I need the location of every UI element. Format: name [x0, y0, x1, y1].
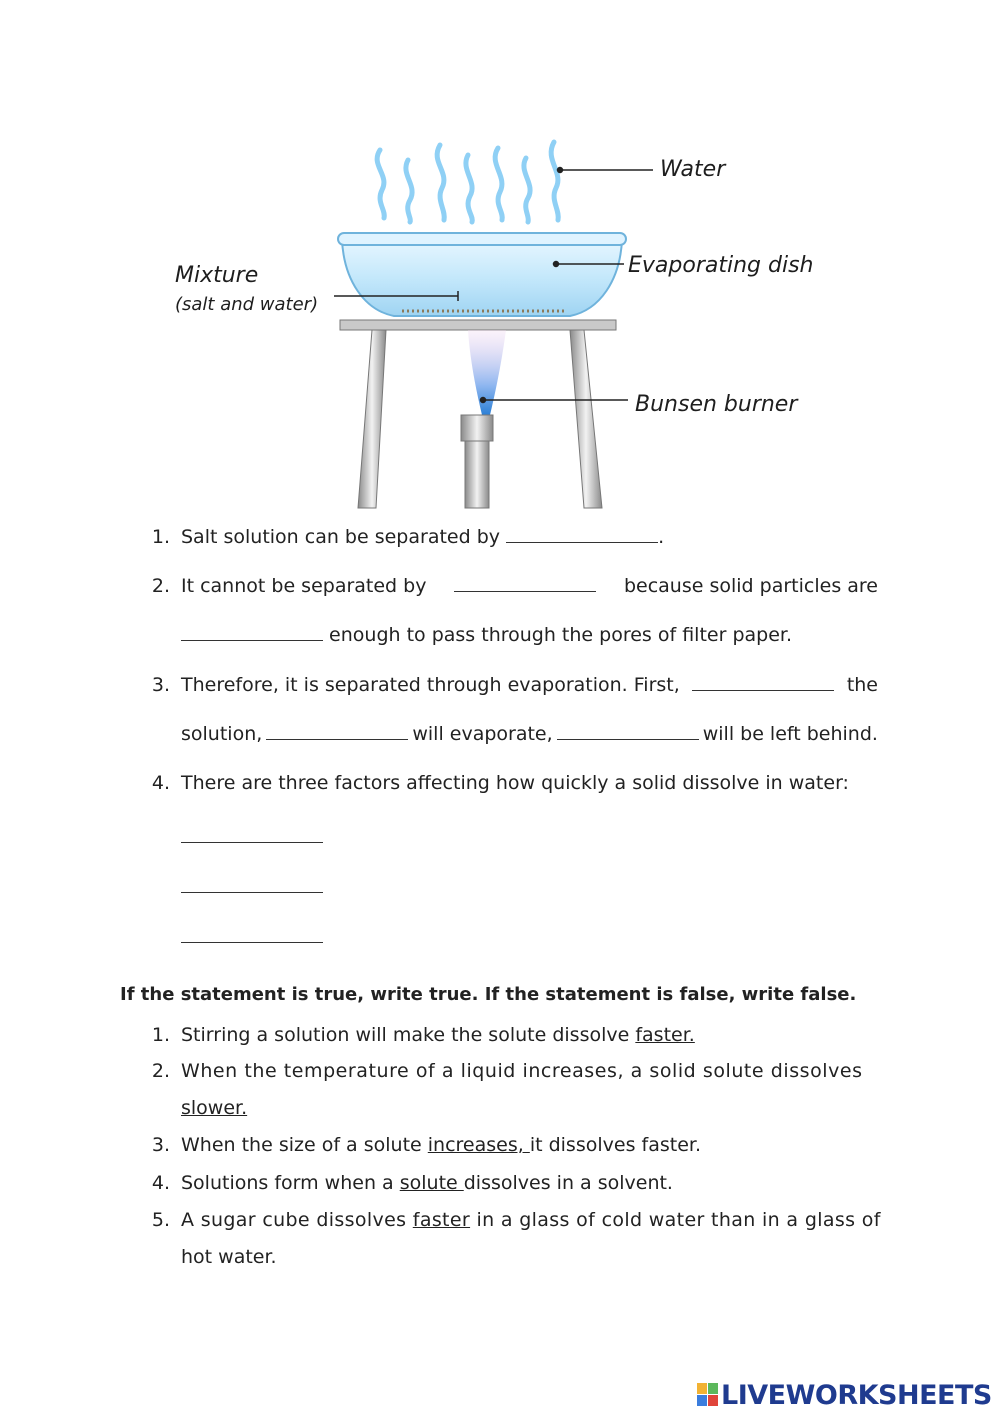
question-text: solution, [181, 723, 263, 745]
question-4: There are three factors affecting how quickly a solid dissolve in water: [181, 772, 849, 794]
question-text: will be left behind. [702, 723, 878, 745]
question-number: 1. [151, 526, 170, 548]
answer-blank[interactable] [181, 942, 323, 943]
answer-blank[interactable] [454, 575, 596, 592]
statement-text: dissolves in a solvent. [463, 1172, 673, 1194]
statement-number: 1. [151, 1024, 170, 1046]
answer-blank[interactable] [181, 892, 323, 893]
statement-5-line-1 [181, 1209, 881, 1231]
underlined-word: slower. [181, 1097, 248, 1119]
underlined-word: increases, [427, 1134, 530, 1156]
statement-2-line-1: When the temperature of a liquid increases, a solid solute dissolves [181, 1060, 863, 1082]
liveworksheets-logo [697, 1378, 992, 1412]
statement-1 [181, 1024, 878, 1046]
question-text: It cannot be separated by [181, 575, 427, 597]
question-text: Therefore, it is separated through evaporation. First, [181, 674, 680, 696]
question-number: 4. [151, 772, 170, 794]
section-instruction: If the statement is true, write true. If the statement is false, write false. [120, 984, 857, 1005]
answer-blank[interactable] [266, 723, 408, 740]
mixture-detail-label: (salt and water) [175, 294, 319, 315]
bunsen-burner-body [461, 415, 493, 508]
brand-text: LIVEWORKSHEETS [721, 1379, 992, 1411]
answer-blank[interactable] [181, 624, 323, 641]
question-number: 2. [151, 575, 170, 597]
statement-number: 2. [151, 1060, 170, 1082]
liveworksheets-icon [697, 1383, 719, 1407]
statement-text: Stirring a solution will make the solute dissolve [181, 1024, 636, 1046]
underlined-word: faster [412, 1209, 471, 1231]
evaporating-dish-label: Evaporating dish [628, 253, 814, 278]
statement-4 [181, 1172, 878, 1194]
question-3-line-1 [181, 674, 878, 696]
evaporating-dish [338, 233, 626, 316]
question-2-line-2 [181, 624, 878, 646]
statement-text: Solutions form when a [181, 1172, 400, 1194]
statement-text: in a glass of cold water than in a glass of [470, 1209, 881, 1231]
question-number: 3. [151, 674, 170, 696]
question-3-line-2 [181, 723, 878, 745]
question-text: the [846, 674, 878, 696]
question-1 [181, 526, 878, 548]
statement-text: When the size of a solute [181, 1134, 428, 1156]
statement-text: A sugar cube dissolves [181, 1209, 413, 1231]
statement-number: 4. [151, 1172, 170, 1194]
statement-3 [181, 1134, 878, 1156]
statement-5-line-2: hot water. [181, 1246, 277, 1268]
statement-number: 5. [151, 1209, 170, 1231]
answer-blank[interactable] [692, 674, 834, 691]
statement-2-line-2 [181, 1097, 878, 1119]
flame [468, 330, 506, 415]
question-2-line-1 [181, 575, 878, 597]
mixture-label: Mixture [175, 263, 259, 288]
statement-number: 3. [151, 1134, 170, 1156]
statement-text: it dissolves faster. [529, 1134, 701, 1156]
underlined-word: faster. [635, 1024, 695, 1046]
answer-blank[interactable] [181, 842, 323, 843]
question-text: because solid particles are [623, 575, 878, 597]
question-text: will evaporate, [412, 723, 553, 745]
underlined-word: solute [399, 1172, 464, 1194]
question-text: Salt solution can be separated by [181, 526, 501, 548]
steam-waves [377, 142, 558, 222]
answer-blank[interactable] [506, 526, 658, 543]
answer-blank[interactable] [557, 723, 699, 740]
water-label: Water [660, 157, 726, 182]
question-text: enough to pass through the pores of filter paper. [329, 624, 793, 646]
bunsen-burner-label: Bunsen burner [635, 392, 798, 417]
evaporation-diagram [150, 130, 850, 515]
punctuation: . [658, 526, 665, 548]
